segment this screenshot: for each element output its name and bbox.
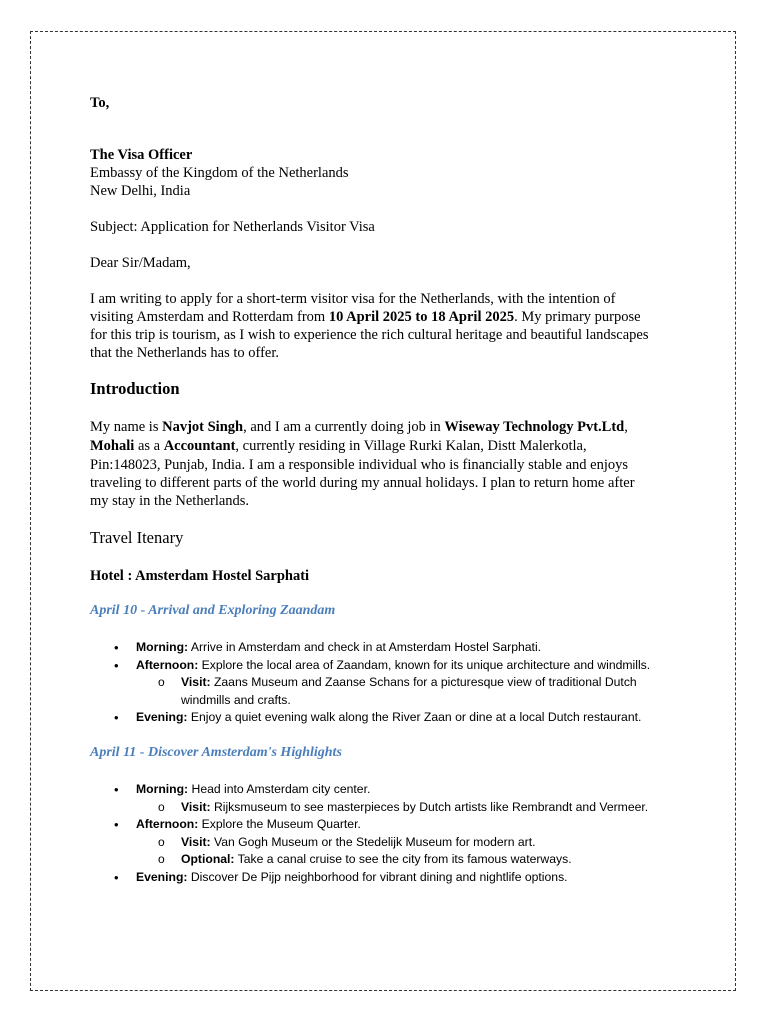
hotel-line: Hotel : Amsterdam Hostel Sarphati [90,568,310,584]
para1-line2: visiting Amsterdam and Rotterdam from 10 April 2025 to 18 April 2025. My primary purpose [90,309,641,325]
subject-line: Subject: Application for Netherlands Visitor Visa [90,219,375,235]
travel-dates: 10 April 2025 to 18 April 2025 [328,309,515,325]
list-item: o Optional: Take a canal cruise to see the city from its famous waterways. [136,851,648,869]
applicant-name: Navjot Singh [162,419,244,435]
salutation: Dear Sir/Madam, [90,255,191,271]
list-item: • Morning: Arrive in Amsterdam and check in at Amsterdam Hostel Sarphati. [90,639,650,657]
intro-line1: My name is Navjot Singh, and I am a currently doing job in Wiseway Technology Pvt.Ltd, [90,419,628,435]
day-heading-april-11: April 11 - Discover Amsterdam's Highlights [90,745,342,760]
list-item: • Evening: Discover De Pijp neighborhood for vibrant dining and nightlife options. [90,869,648,887]
list-item: • Evening: Enjoy a quiet evening walk along the River Zaan or dine at a local Dutch restaurant. [90,709,650,727]
list-item: o Visit: Rijksmuseum to see masterpieces by Dutch artists like Rembrandt and Vermeer. [136,799,648,817]
recipient-city: New Delhi, India [90,183,191,199]
day1-activity-list [90,639,650,727]
intro-line4: traveling to different parts of the world during my annual holidays. I plan to return home after [90,475,635,491]
para1-line3: for this trip is tourism, as I wish to experience the rich cultural heritage and beautiful landscapes [90,327,649,343]
employer-city: Mohali [90,438,135,454]
list-item: o Visit: Zaans Museum and Zaanse Schans for a picturesque view of traditional Dutch windmills and crafts. [136,674,650,709]
intro-line2: Mohali as a Accountant, currently residing in Village Rurki Kalan, Distt Malerkotla, [90,438,587,454]
day2-afternoon-sublist [90,834,648,869]
day-heading-april-10: April 10 - Arrival and Exploring Zaandam [90,603,336,618]
list-item: • Morning: Head into Amsterdam city center. o Visit: Rijksmuseum to see masterpieces by Dutch artists like Rembrandt and Vermeer. [90,781,648,816]
day2-morning-sublist [90,799,648,817]
day1-afternoon-sublist [90,674,650,709]
intro-line3: Pin:148023, Punjab, India. I am a responsible individual who is financially stable and enjoys [90,457,629,473]
list-item: • Afternoon: Explore the Museum Quarter. o Visit: Van Gogh Museum or the Stedelijk Museum for modern art. o Optional: Take a canal cruise to see the city from its famous waterways. [90,816,648,869]
intro-line5: my stay in the Netherlands. [90,493,250,509]
list-item: o Visit: Van Gogh Museum or the Stedelijk Museum for modern art. [136,834,648,852]
para1-line1: I am writing to apply for a short-term visitor visa for the Netherlands, with the intention of [90,291,616,307]
introduction-heading: Introduction [90,379,180,398]
recipient-org: Embassy of the Kingdom of the Netherlands [90,165,349,181]
job-role: Accountant [163,438,236,454]
para1-line4: that the Netherlands has to offer. [90,345,279,361]
list-item: • Afternoon: Explore the local area of Zaandam, known for its unique architecture and windmills. o Visit: Zaans Museum and Zaanse Schans for a picturesque view of traditional Dutch windmills and crafts. [90,657,650,710]
day2-activity-list [90,781,648,886]
employer-name: Wiseway Technology Pvt.Ltd [444,419,625,435]
travel-itinerary-heading: Travel Itenary [90,528,184,547]
letter-to: To, [90,95,110,111]
recipient-title: The Visa Officer [90,147,193,163]
